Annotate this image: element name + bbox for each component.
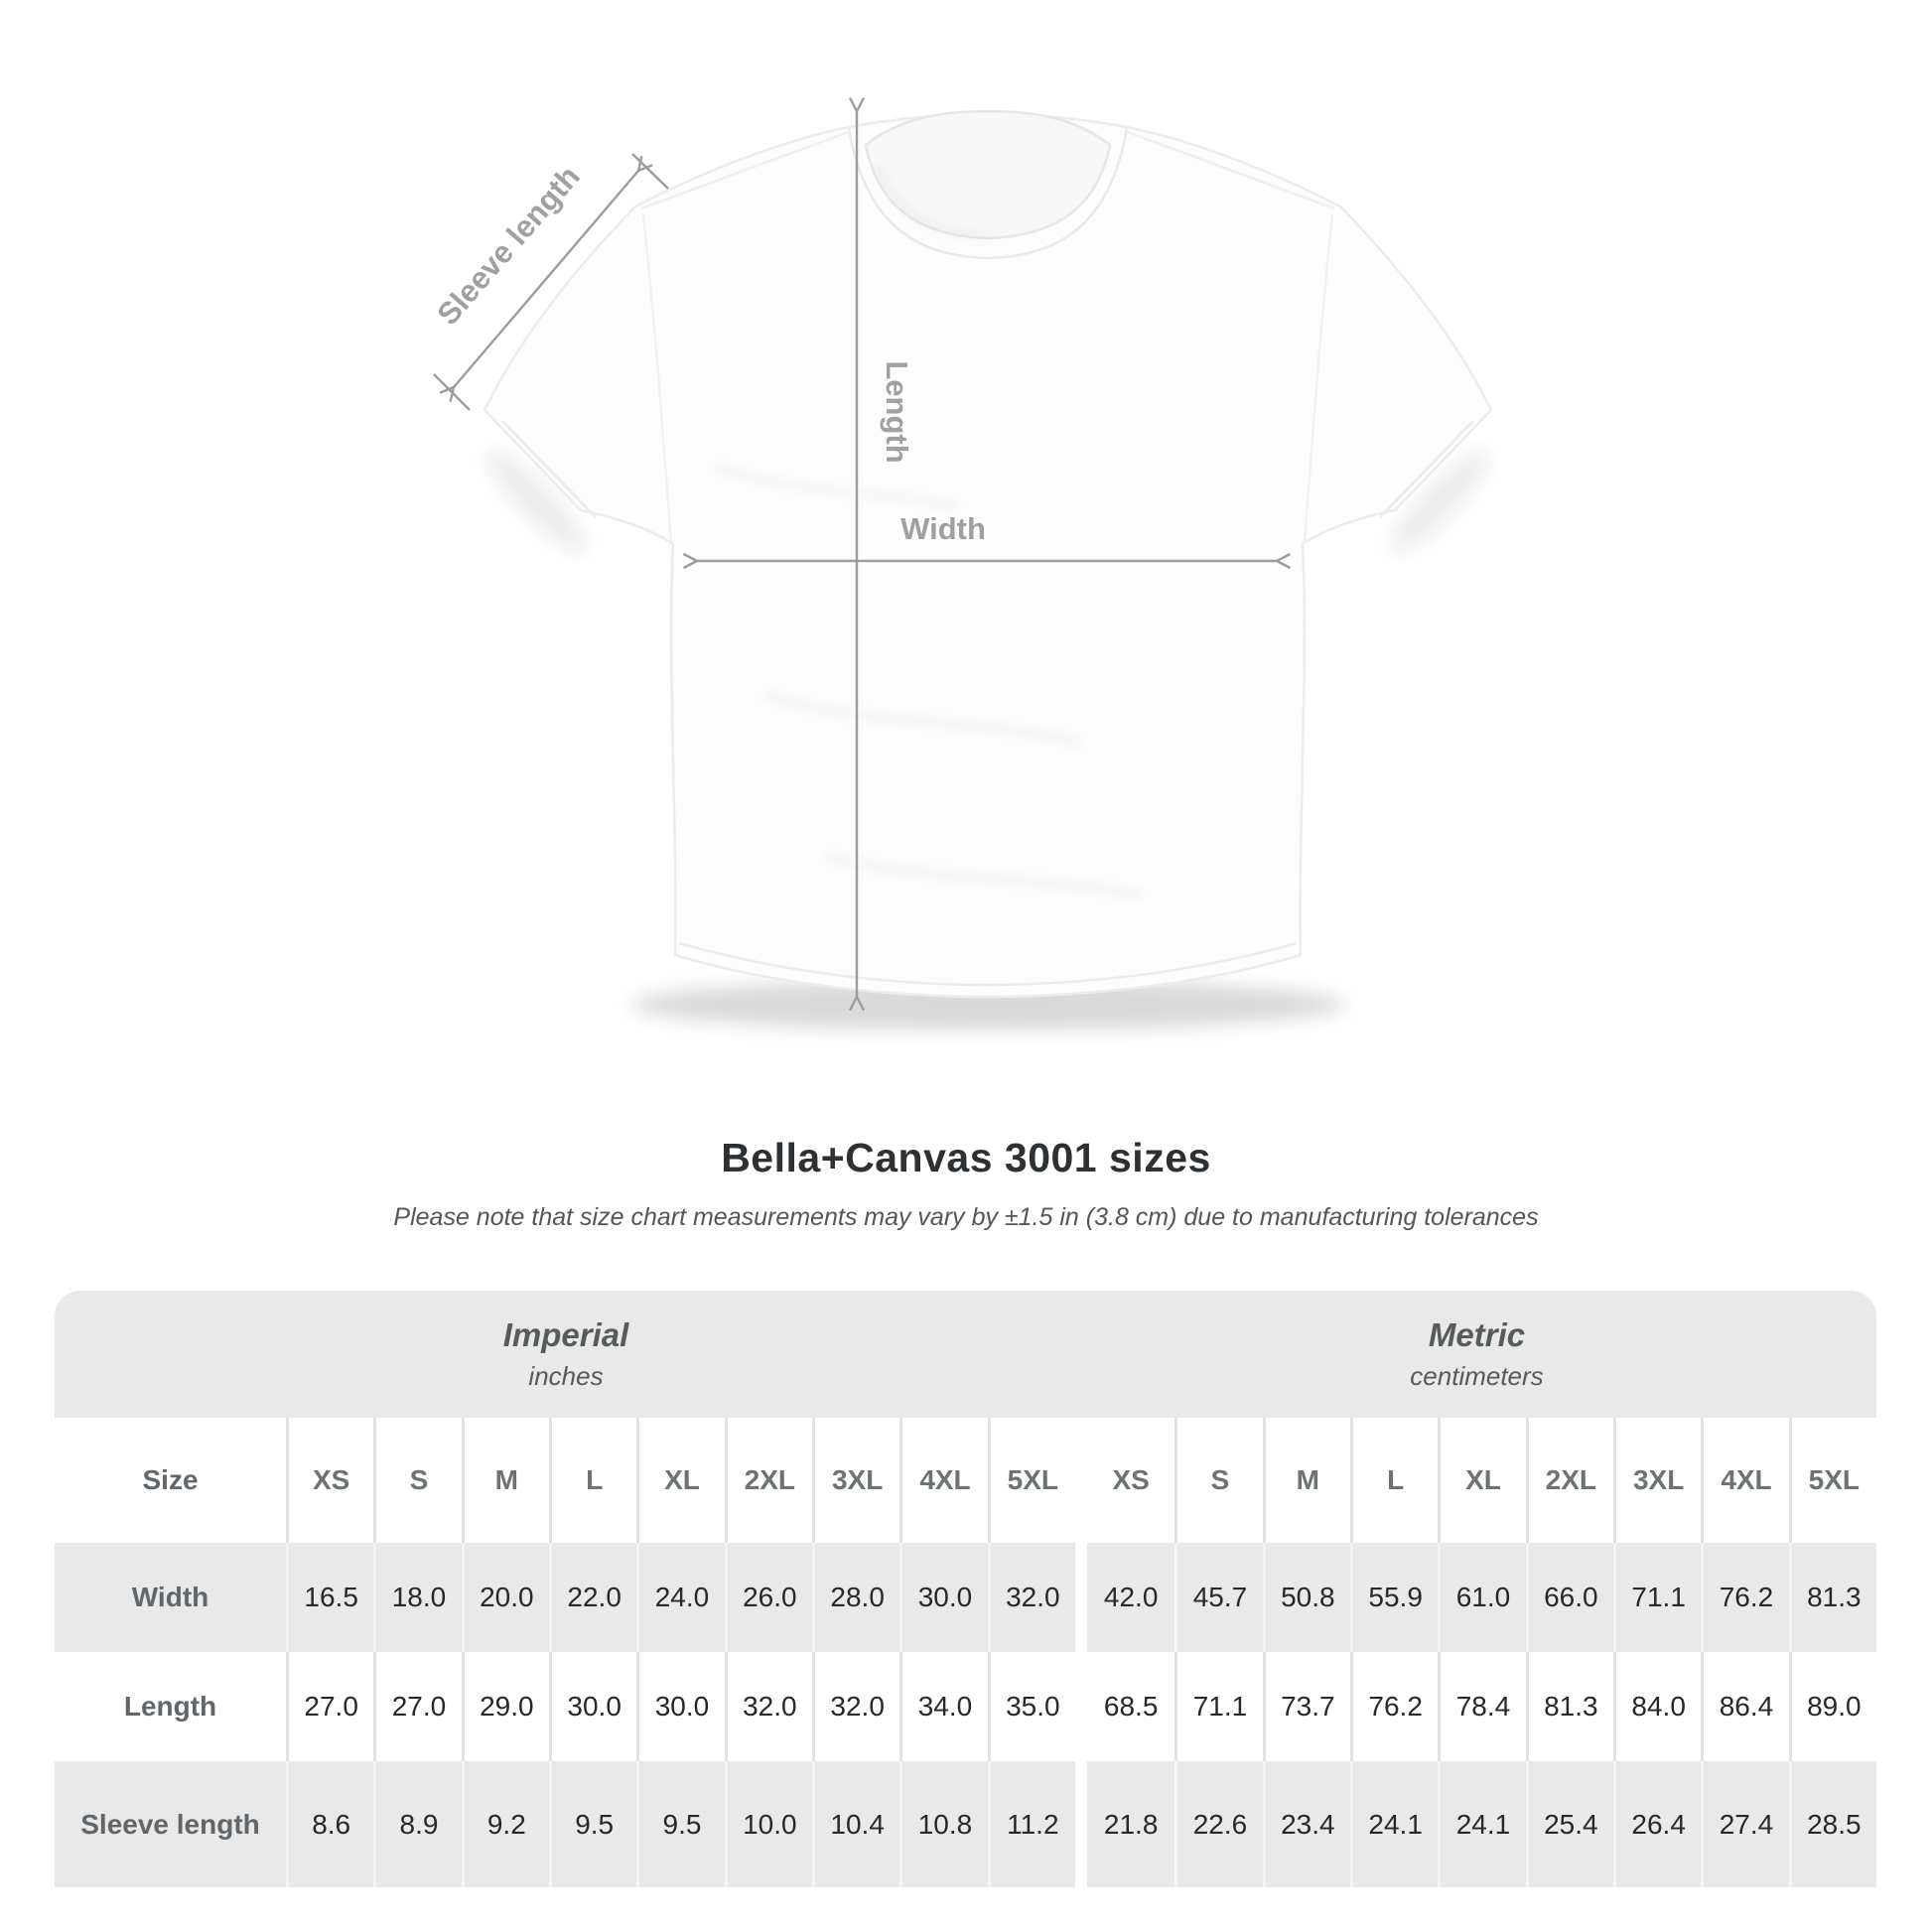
size-grid [55,1418,1876,1887]
cell-length-imperial-xl: 30.0 [636,1652,724,1761]
cell-sleeve-length-metric-l: 24.1 [1350,1761,1438,1887]
col-header-imperial-3xl: 3XL [812,1418,899,1543]
col-header-imperial-4xl: 4XL [899,1418,987,1543]
cell-width-metric-4xl: 76.2 [1701,1543,1788,1652]
cell-width-imperial-l: 22.0 [549,1543,636,1652]
col-header-imperial-l: L [549,1418,636,1543]
metric-group-header [1077,1291,1876,1418]
col-header-metric-xl: XL [1438,1418,1525,1543]
col-header-metric-3xl: 3XL [1613,1418,1701,1543]
row-label-length: Length [123,1691,217,1722]
sleeve-arrow-tick-bottom [434,374,470,410]
table-row-sleeve-length [55,1761,1876,1887]
cell-width-imperial-s: 18.0 [373,1543,461,1652]
cell-sleeve-length-imperial-m: 9.2 [462,1761,549,1887]
cell-width-imperial-xl: 24.0 [636,1543,724,1652]
cell-sleeve-length-imperial-xs: 8.6 [286,1761,373,1887]
cell-width-metric-2xl: 66.0 [1526,1543,1613,1652]
cell-length-metric-2xl: 81.3 [1526,1652,1613,1761]
cell-width-metric-s: 45.7 [1174,1543,1262,1652]
page-title: Bella+Canvas 3001 sizes [721,1135,1211,1180]
sleeve-length-label: Sleeve length [430,159,587,333]
cell-width-imperial-m: 20.0 [462,1543,549,1652]
imperial-metric-divider [1075,1543,1087,1652]
unit-group-header [55,1291,1876,1418]
tolerance-note: Please note that size chart measurements may vary by ±1.5 in (3.8 cm) due to manufacturing tolerances [393,1203,1539,1231]
col-header-imperial-xs: XS [286,1418,373,1543]
cell-sleeve-length-metric-5xl: 28.5 [1789,1761,1876,1887]
cell-width-metric-xl: 61.0 [1438,1543,1525,1652]
cell-length-metric-s: 71.1 [1174,1652,1262,1761]
cell-sleeve-length-imperial-s: 8.9 [373,1761,461,1887]
col-header-metric-m: M [1263,1418,1350,1543]
cell-length-metric-4xl: 86.4 [1701,1652,1788,1761]
cell-sleeve-length-metric-xl: 24.1 [1438,1761,1525,1887]
cell-length-imperial-5xl: 35.0 [988,1652,1075,1761]
imperial-metric-divider [1075,1418,1087,1543]
cell-length-metric-5xl: 89.0 [1789,1652,1876,1761]
cell-width-metric-5xl: 81.3 [1789,1543,1876,1652]
cell-width-metric-l: 55.9 [1350,1543,1438,1652]
imperial-group-header [55,1291,1077,1418]
col-header-imperial-s: S [373,1418,461,1543]
size-table [55,1291,1876,1887]
size-header-row [55,1418,1876,1543]
cell-length-imperial-s: 27.0 [373,1652,461,1761]
cell-width-imperial-4xl: 30.0 [899,1543,987,1652]
cell-length-metric-l: 76.2 [1350,1652,1438,1761]
cell-sleeve-length-imperial-xl: 9.5 [636,1761,724,1887]
tshirt-outline [484,111,1491,997]
col-header-imperial-xl: XL [636,1418,724,1543]
col-header-imperial-m: M [462,1418,549,1543]
col-header-metric-5xl: 5XL [1789,1418,1876,1543]
cell-length-imperial-3xl: 32.0 [812,1652,899,1761]
imperial-metric-divider [1075,1652,1087,1761]
cell-sleeve-length-imperial-4xl: 10.8 [899,1761,987,1887]
col-header-metric-l: L [1350,1418,1438,1543]
length-label: Length [880,360,914,464]
cell-length-imperial-m: 29.0 [462,1652,549,1761]
col-header-imperial-5xl: 5XL [988,1418,1075,1543]
row-label-width: Width [131,1582,209,1612]
cell-width-imperial-2xl: 26.0 [725,1543,812,1652]
col-header-metric-2xl: 2XL [1526,1418,1613,1543]
cell-width-imperial-xs: 16.5 [286,1543,373,1652]
col-header-imperial-2xl: 2XL [725,1418,812,1543]
cell-sleeve-length-imperial-l: 9.5 [549,1761,636,1887]
cell-sleeve-length-metric-4xl: 27.4 [1701,1761,1788,1887]
cell-length-metric-m: 73.7 [1263,1652,1350,1761]
cell-length-metric-3xl: 84.0 [1613,1652,1701,1761]
cell-width-metric-m: 50.8 [1263,1543,1350,1652]
imperial-group-unit: inches [528,1361,604,1391]
table-row-width [55,1543,1876,1652]
imperial-group-label: Imperial [502,1316,629,1353]
cell-width-imperial-5xl: 32.0 [988,1543,1075,1652]
cell-length-imperial-xs: 27.0 [286,1652,373,1761]
cell-sleeve-length-imperial-5xl: 11.2 [988,1761,1075,1887]
cell-length-imperial-l: 30.0 [549,1652,636,1761]
col-header-metric-xs: XS [1112,1464,1150,1495]
size-column-header: Size [142,1464,199,1495]
cell-width-metric-xs: 42.0 [1103,1582,1159,1612]
cell-sleeve-length-imperial-3xl: 10.4 [812,1761,899,1887]
col-header-metric-s: S [1174,1418,1262,1543]
cell-sleeve-length-imperial-2xl: 10.0 [725,1761,812,1887]
cell-length-metric-xl: 78.4 [1438,1652,1525,1761]
metric-group-label: Metric [1428,1316,1526,1353]
cell-sleeve-length-metric-s: 22.6 [1174,1761,1262,1887]
cell-sleeve-length-metric-2xl: 25.4 [1526,1761,1613,1887]
col-header-metric-4xl: 4XL [1701,1418,1788,1543]
cell-sleeve-length-metric-xs: 21.8 [1103,1808,1159,1840]
imperial-metric-divider [1075,1761,1087,1887]
cell-width-metric-3xl: 71.1 [1613,1543,1701,1652]
cell-length-metric-xs: 68.5 [1103,1691,1159,1722]
table-row-length [55,1652,1876,1761]
cell-width-imperial-3xl: 28.0 [812,1543,899,1652]
cell-sleeve-length-metric-3xl: 26.4 [1613,1761,1701,1887]
row-label-sleeve-length: Sleeve length [80,1808,260,1840]
width-label: Width [900,511,986,546]
cell-length-imperial-2xl: 32.0 [725,1652,812,1761]
cell-sleeve-length-metric-m: 23.4 [1263,1761,1350,1887]
metric-group-unit: centimeters [1410,1361,1544,1391]
cell-length-imperial-4xl: 34.0 [899,1652,987,1761]
